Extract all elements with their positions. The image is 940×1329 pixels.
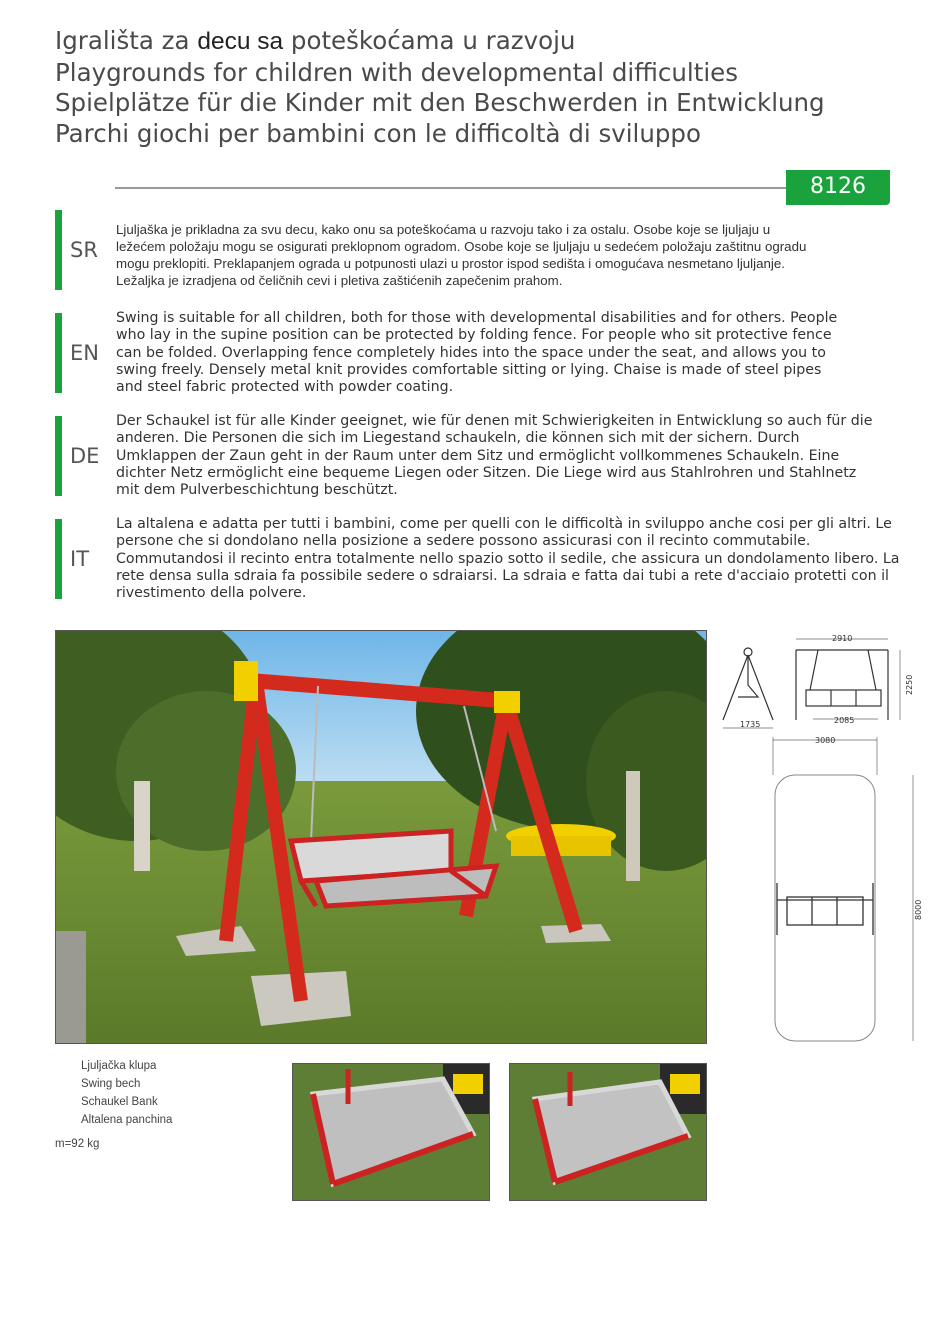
title-sr bbox=[55, 26, 915, 58]
page-titles bbox=[55, 26, 915, 149]
dim-zone-length: 8000 bbox=[914, 899, 923, 920]
product-name-it: Altalena panchina bbox=[81, 1114, 173, 1126]
paragraph-it bbox=[116, 516, 906, 602]
lang-code-de: DE bbox=[70, 444, 100, 468]
en-line: who lay in the supine position can be protected by folding fence. For people who sit protective fence bbox=[116, 327, 832, 344]
product-mass: m=92 kg bbox=[55, 1138, 100, 1150]
en-line: Swing is suitable for all children, both for those with developmental disabilities and for others. People bbox=[116, 310, 838, 326]
de-line: Der Schaukel ist für alle Kinder geeignet, wie für denen mit Schwierigkeiten in Entwicklung so auch für die bbox=[116, 413, 873, 429]
safety-zone-svg bbox=[765, 735, 925, 1045]
en-line: swing freely. Densely metal knit provides comfortable sitting or lying. Chaise is made of steel pipes bbox=[116, 361, 822, 378]
title-en: Playgrounds for children with developmental difficulties bbox=[55, 57, 738, 87]
it-line: persone che si dondolano nella posizione a sedere possono assicurasi con il recinto commutabile. bbox=[116, 533, 811, 550]
product-code-badge: 8126 bbox=[786, 170, 890, 205]
header-rule bbox=[115, 187, 805, 189]
side-front-drawing-svg bbox=[718, 635, 918, 735]
safety-zone-drawing bbox=[765, 735, 925, 1045]
dim-zone-width: 3080 bbox=[815, 736, 836, 745]
sr-line: mogu preklopiti. Preklapanjem ograda u potpunosti ulazi u prostor ispod sedišta i omogućava nesmetano ljuljanje. bbox=[116, 256, 785, 271]
title-it: Parchi giochi per bambini con le difficoltà di sviluppo bbox=[55, 118, 701, 148]
title-sr-part2: decu sa bbox=[197, 28, 284, 55]
de-line: mit dem Pulverbeschichtung beschützt. bbox=[116, 482, 398, 499]
swing-photo-illustration bbox=[56, 631, 706, 1043]
product-name-de: Schaukel Bank bbox=[81, 1096, 158, 1108]
de-line: anderen. Die Personen die sich im Liegestand schaukeln, die können sich mit der sichern. Durch bbox=[116, 430, 800, 447]
title-de: Spielplätze für die Kinder mit den Beschwerden in Entwicklung bbox=[55, 88, 825, 117]
de-line: dichter Netz ermöglicht eine bequeme Liegen oder Sitzen. Die Liege wird aus Stahlrohren und Stahlnetz bbox=[116, 464, 857, 481]
paragraph-en bbox=[116, 310, 906, 396]
it-line: Commutandosi il recinto entra totalmente nello spazio sotto il sedile, che assicura un dondolamento libero. La bbox=[116, 550, 900, 567]
product-names bbox=[81, 1057, 172, 1129]
sr-line: Ležaljka je izradjena od čeličnih cevi i pletiva zaštićenih zapečenim prahom. bbox=[116, 273, 563, 288]
seat-detail-illustration-1 bbox=[293, 1064, 489, 1200]
en-line: and steel fabric protected with powder coating. bbox=[116, 379, 454, 396]
it-line: rivestimento della polvere. bbox=[116, 585, 307, 602]
dim-inner-width: 2085 bbox=[834, 716, 855, 725]
lang-code-en: EN bbox=[70, 341, 99, 365]
sr-line: ležećem položaju mogu se osigurati preklopnom ogradom. Osobe koje se ljuljaju u sedećem položaju zaštitnu ogradu bbox=[116, 239, 807, 254]
dim-side-base: 1735 bbox=[740, 720, 761, 729]
it-line: La altalena e adatta per tutti i bambini, come per quelli con le difficoltà in sviluppo anche cosi per gli altri. Le bbox=[116, 516, 892, 532]
product-name-en: Swing bech bbox=[81, 1078, 141, 1090]
it-line: rete densa sulla sdraia fa possibile sedere o sdraiarsi. La sdraia e fatta dai tubi a rete d'acciaio protetti con il bbox=[116, 567, 889, 584]
it-bar bbox=[55, 519, 62, 599]
en-line: can be folded. Overlapping fence completely hides into the space under the seat, and allows you to bbox=[116, 344, 826, 361]
seat-detail-photo-1 bbox=[292, 1063, 490, 1201]
sr-line: Ljuljaška je prikladna za svu decu, kako onu sa poteškoćama u razvoju tako i za ostalu. Osobe koje se ljuljaju u bbox=[116, 222, 771, 237]
lang-code-it: IT bbox=[70, 547, 90, 571]
dim-height: 2250 bbox=[905, 674, 914, 695]
en-bar bbox=[55, 313, 62, 393]
sr-bar bbox=[55, 210, 62, 290]
side-front-drawing bbox=[718, 635, 918, 735]
title-sr-part3: poteškoćama u razvoju bbox=[283, 26, 576, 55]
de-bar bbox=[55, 416, 62, 496]
paragraph-sr bbox=[116, 221, 906, 289]
swing-photo bbox=[55, 630, 707, 1044]
de-line: Umklappen der Zaun geht in der Raum unter dem Sitz und ermöglicht vollkommenes Schaukeln. Eine bbox=[116, 447, 840, 464]
paragraph-de bbox=[116, 413, 906, 499]
lang-code-sr: SR bbox=[70, 238, 98, 262]
seat-detail-illustration-2 bbox=[510, 1064, 706, 1200]
dim-width-top: 2910 bbox=[832, 635, 853, 643]
seat-detail-photo-2 bbox=[509, 1063, 707, 1201]
title-sr-part1: Igrališta za bbox=[55, 26, 198, 55]
product-name-sr: Ljuljačka klupa bbox=[81, 1060, 157, 1072]
